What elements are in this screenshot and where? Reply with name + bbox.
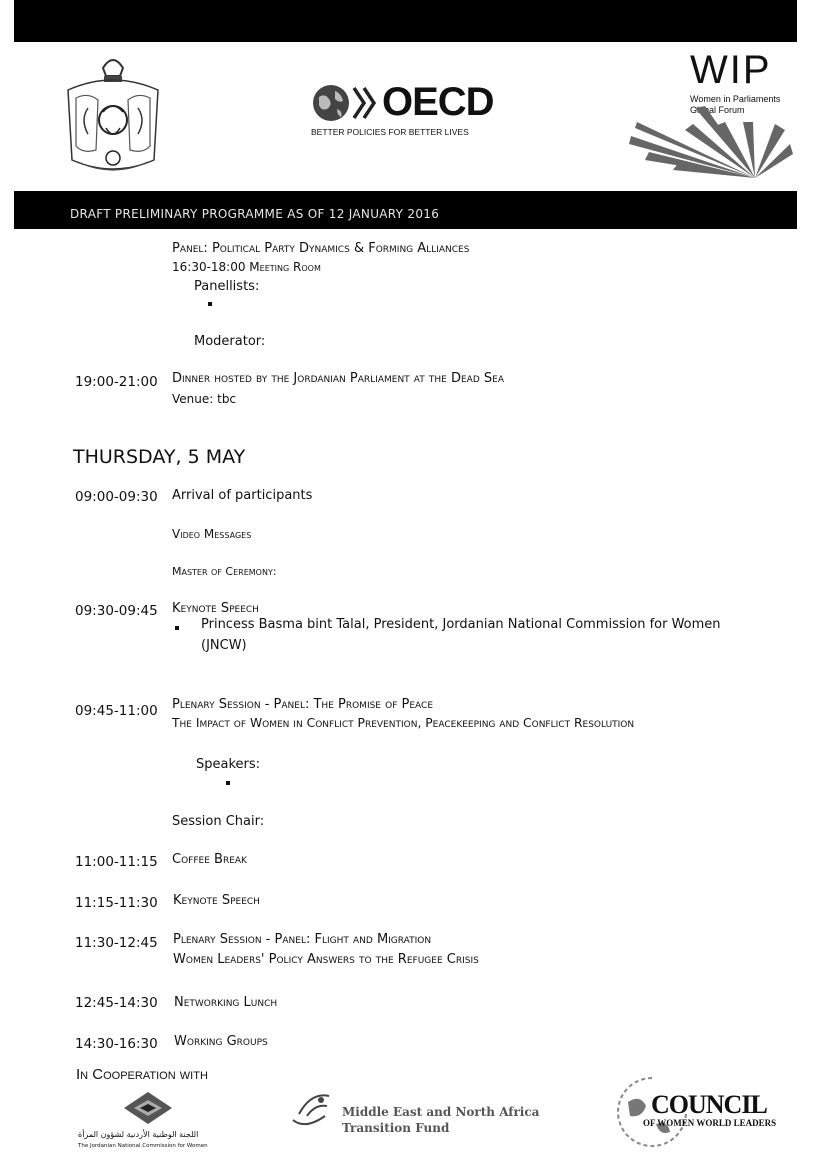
panel-time-room: 16:30-18:00 Meeting Room (172, 260, 321, 274)
council-subtitle: OF WOMEN WORLD LEADERS (643, 1118, 777, 1128)
jncw-english-name: The Jordanian National Commission for Women (78, 1143, 208, 1149)
moderator-label: Moderator: (194, 334, 266, 349)
council-wordmark: COUNCIL (651, 1090, 767, 1119)
oecd-tagline: BETTER POLICIES FOR BETTER LIVES (311, 127, 469, 137)
keynote-1-bullet (175, 626, 179, 630)
wip-wordmark: WIP (690, 48, 772, 92)
mena-fund-line-2: Transition Fund (342, 1121, 450, 1135)
oecd-globe-icon (311, 83, 351, 127)
banner-title: DRAFT PRELIMINARY PROGRAMME AS OF 12 JANUARY 2016 (70, 207, 440, 221)
keynote-2-time: 11:15-11:30 (75, 895, 158, 911)
jncw-logo-icon (118, 1090, 178, 1134)
jordan-coat-of-arms (58, 50, 168, 189)
plenary-2-time: 11:30-12:45 (75, 935, 158, 951)
plenary-1-subtitle: The Impact of Women in Conflict Prevention, Peacekeeping and Conflict Resolution (172, 716, 635, 730)
mena-fund-emblem-icon (285, 1086, 340, 1138)
session-chair-label: Session Chair: (172, 814, 265, 829)
wip-tagline-line-1: Women in Parliaments (690, 94, 781, 104)
dinner-venue: Venue: tbc (172, 392, 237, 406)
coffee-break-title: Coffee Break (172, 852, 247, 867)
day-heading: THURSDAY, 5 MAY (73, 446, 246, 468)
working-groups-title: Working Groups (174, 1034, 268, 1049)
panellists-bullet (208, 302, 212, 306)
plenary-2-subtitle: Women Leaders' Policy Answers to the Refugee Crisis (173, 952, 479, 967)
dinner-time: 19:00-21:00 (75, 374, 158, 390)
plenary-1-title: Plenary Session - Panel: The Promise of Peace (172, 697, 434, 712)
plenary-2-title: Plenary Session - Panel: Flight and Migration (173, 932, 432, 947)
keynote-1-speaker-line-2: (JNCW) (201, 638, 247, 653)
lunch-time: 12:45-14:30 (75, 995, 158, 1011)
jncw-arabic-name: اللجنة الوطنية الأردنية لشؤون المرأة (78, 1130, 199, 1139)
coffee-break-time: 11:00-11:15 (75, 854, 158, 870)
oecd-wordmark: OECD (382, 80, 494, 124)
dinner-title: Dinner hosted by the Jordanian Parliament at the Dead Sea (172, 371, 504, 386)
keynote-1-title: Keynote Speech (172, 601, 259, 616)
arrival-title: Arrival of participants (172, 488, 313, 503)
oecd-chevrons-icon (352, 86, 380, 124)
mena-fund-line-1: Middle East and North Africa (342, 1105, 540, 1119)
lunch-title: Networking Lunch (174, 995, 278, 1010)
cooperation-heading: In Cooperation with (76, 1066, 208, 1083)
panel-title: Panel: Political Party Dynamics & Forming Alliances (172, 241, 470, 256)
panellists-label: Panellists: (194, 279, 260, 294)
working-groups-time: 14:30-16:30 (75, 1036, 158, 1052)
keynote-2-title: Keynote Speech (173, 893, 260, 908)
video-messages: Video Messages (172, 527, 252, 541)
keynote-1-time: 09:30-09:45 (75, 603, 158, 619)
top-bar (14, 0, 797, 42)
arrival-time: 09:00-09:30 (75, 489, 158, 505)
wip-fan-graphic (625, 100, 795, 184)
speakers-bullet (226, 781, 230, 785)
wip-tagline-line-2: Global Forum (690, 105, 745, 115)
speakers-label: Speakers: (196, 757, 261, 772)
plenary-1-time: 09:45-11:00 (75, 703, 158, 719)
mena-fund-name (342, 1104, 539, 1136)
keynote-1-speaker-line-1: Princess Basma bint Talal, President, Jordanian National Commission for Women (201, 617, 721, 632)
master-of-ceremony: Master of Ceremony: (172, 565, 277, 578)
